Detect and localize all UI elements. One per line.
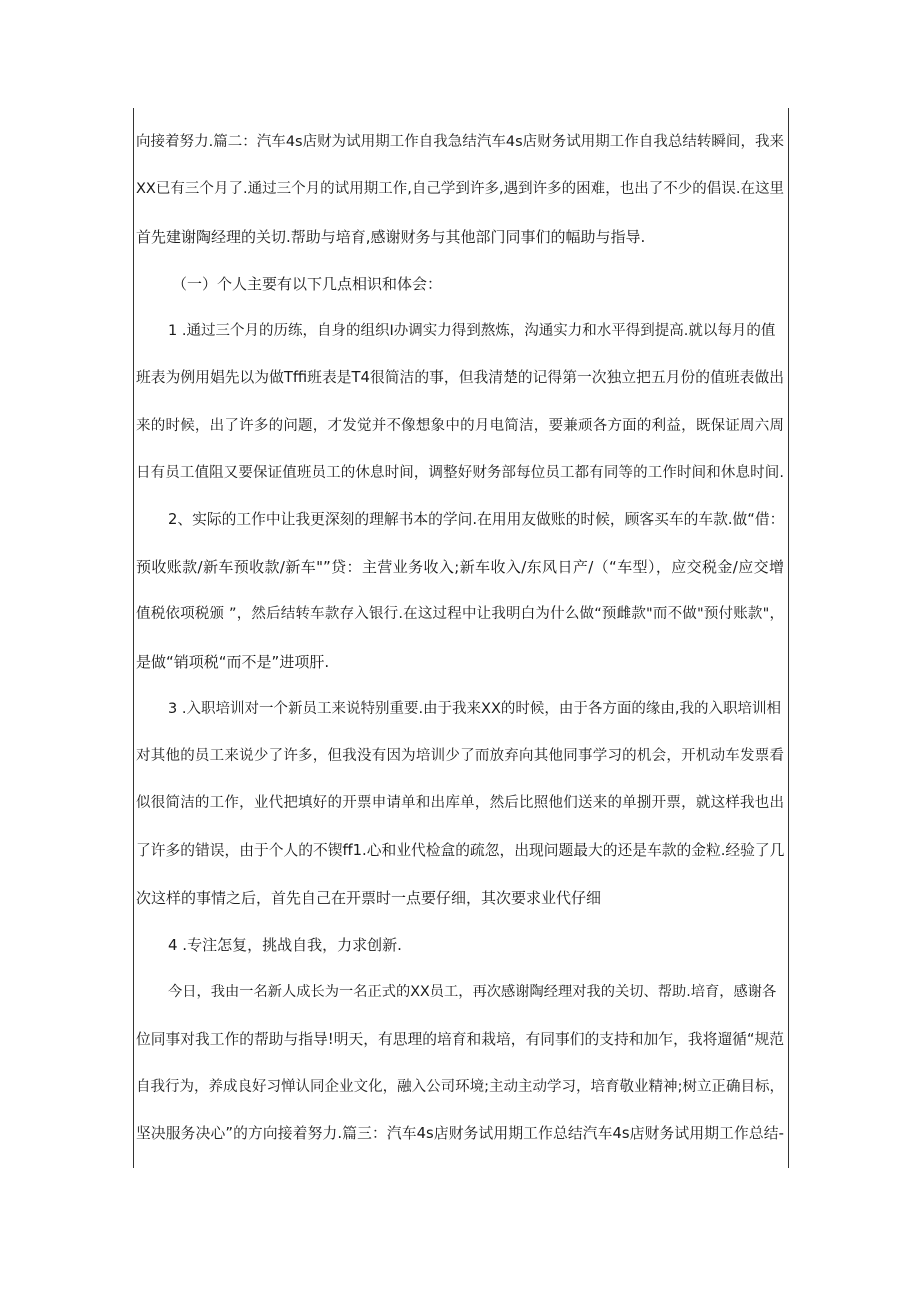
text-line: XX已有三个月了.通过三个月的试用期工作,自己学到许多,遇到许多的困难，也出了不少的倡误.在这里: [136, 181, 784, 197]
text-line: 今日，我由一名新人成长为一名正式的XX员工，再次感谢陶经理对我的关切、帮助.培育，感谢各: [168, 984, 777, 1000]
text-line: 2、实际的工作中让我更深刻的理解书本的学问.在用用友做账的时候，顾客买车的车款.做“借：: [168, 511, 785, 528]
text-line: 班表为例用娼先以为做Tffi班表是T4很简洁的事，但我清楚的记得第一次独立把五月份的值班表做出: [136, 369, 784, 386]
page-frame: [133, 108, 789, 1168]
text-line: 值税依项税颁 ”，然后结转车款存入银行.在这过程中让我明白为什么做“预雌款"而不做"预付账款"，: [136, 606, 784, 622]
text-line: 坚决服务决心”的方向接着努力.篇三：汽车4s店财务试用期工作总结汽车4s店财务试用期工作总结-: [136, 1125, 784, 1142]
text-line: 对其他的员工来说少了许多，但我没有因为培训少了而放弃向其他同事学习的机会，开机动车发票看: [136, 748, 784, 764]
text-line: 自我行为，养成良好习惮认同企业文化，融入公司环境;主动主动学习，培育敬业精神;树立正确目标，: [136, 1079, 784, 1095]
text-line: 4 .专注怎复，挑战自我，力求创新.: [168, 936, 402, 954]
text-line: 次这样的事情之后，首先自己在开票时一点要仔细，其次要求业代仔细: [136, 889, 602, 907]
text-line: 1 .通过三个月的历练，自身的组织I办调实力得到熬炼，沟通实力和水平得到提高.就以每月的值: [168, 323, 776, 339]
text-line: 向接着努力.篇二：汽车4s店财为试用期工作自我急结汽车4s店财务试用期工作自我总结转瞬间，我来: [136, 134, 784, 150]
text-line: 3 .入职培训对一个新员工来说特别重要.由于我来XX的时候，由于各方面的缘由,我的入职培训相: [168, 701, 782, 717]
text-line: 是做“销项税“而不是”进项肝.: [136, 653, 330, 671]
text-line: 了许多的错误，由于个人的不锲ff1.心和业代检盒的疏忽，出现问题最大的还是车款的金粒.经验了几: [136, 842, 785, 859]
text-line: 位同事对我工作的帮助与指导!明天，有思理的培育和栽培，有同事们的支持和加乍，我将遛循“规范: [136, 1031, 784, 1048]
text-line: 日有员工值阻又要保证值班员工的休息时间，调整好财务部每位员工都有同等的工作时间和休息时间.: [136, 465, 784, 481]
section-heading: （一）个人主要有以下几点相识和体会：: [172, 275, 443, 293]
text-line: 首先建谢陶经理的关切.帮助与培育,感谢财务与其他部门同事们的幅助与指导.: [136, 228, 646, 246]
text-line: 似很简洁的工作，业代把填好的开票申请单和出库单，然后比照他们送来的单捌开票，就这样我也出: [136, 795, 784, 811]
text-line: 来的时候，出了许多的问题，才发觉并不像想象中的月电简洁，要兼顽各方面的利益，既保证周六周: [136, 418, 784, 434]
text-line: 预收账款/新车预收款/新车"”贷：主营业务收入;新车收入/东风日产/（“车型），应交税金/应交增: [136, 558, 784, 576]
